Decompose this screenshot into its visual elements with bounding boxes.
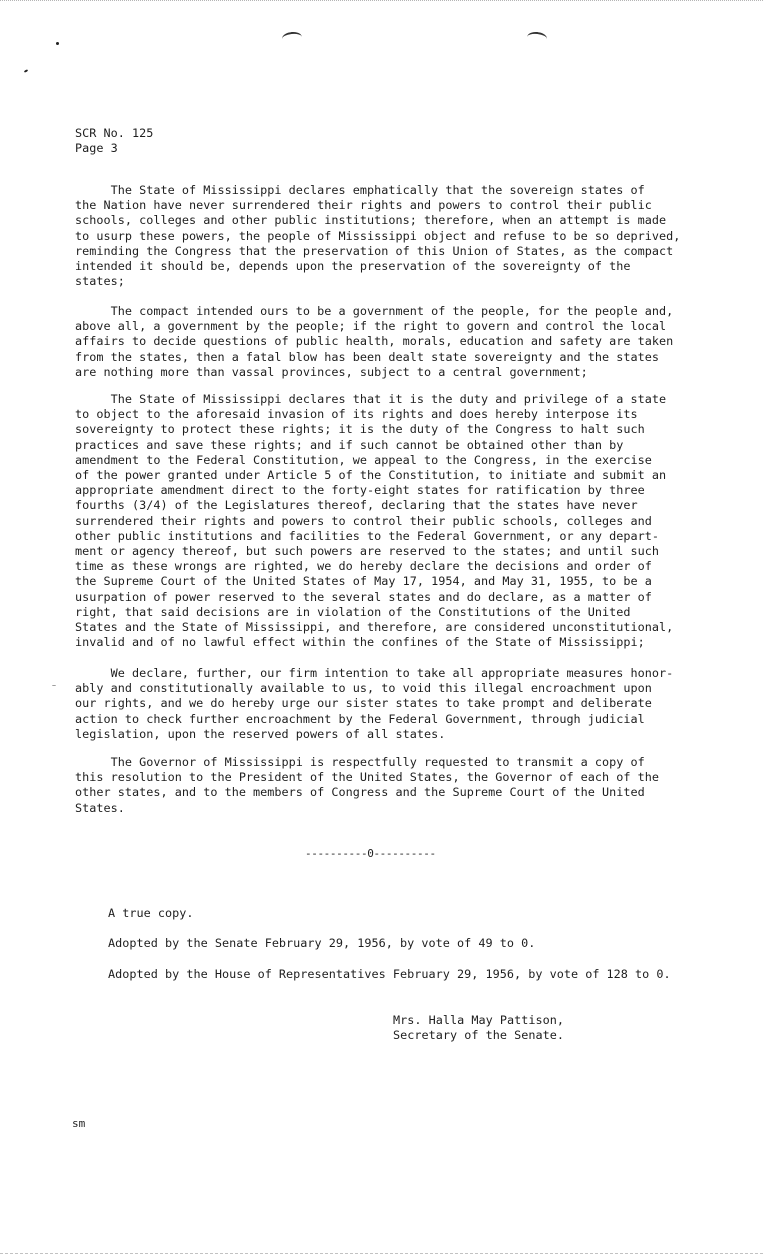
page-top-edge	[0, 0, 763, 3]
true-copy-statement: A true copy.	[108, 906, 194, 920]
house-adoption-line: Adopted by the House of Representatives February 29, 1956, by vote of 128 to 0.	[108, 967, 671, 981]
binder-hole-mark-left	[281, 31, 302, 45]
section-divider: ----------0----------	[305, 847, 436, 860]
paragraph-transmittal-request: The Governor of Mississippi is respectfully requested to transmit a copy of this resolution to the President of the United States, the Governor of each of the other states, and to the members of Congress and the Supreme Court of the United States.	[75, 755, 660, 815]
paragraph-interposition: The State of Mississippi declares that it is the duty and privilege of a state to object to the aforesaid invasion of its rights and does hereby interpose its sovereignty to protect these rights; it is the duty of the Congress to halt such practices and save these rights; and if such cannot be obtained other than by amendment to the Federal Constitution, we appeal to the Congress, in the exercise of the power granted under Article 5 of the Constitution, to initiate and submit an appropriate amendment direct to the forty-eight states for ratification by three fourths (3/4) of the Legislatures thereof, declaring that the states have never surrendered their rights and powers to control their public schools, colleges and other public institutions and facilities to the Federal Government, or any depart- ment or agency thereof, but such powers are reserved to the states; and until such time as these wrongs are righted, we do hereby declare the decisions and order of the Supreme Court of the United States of May 17, 1954, and May 31, 1955, to be a usurpation of power reserved to the several states and do declare, as a matter of right, that said decisions are in violation of the Constitutions of the United States and the State of Mississippi, and therefore, are considered unconstitutional, invalid and of no lawful effect within the confines of the State of Mississippi;	[75, 392, 674, 650]
paragraph-compact-intent: The compact intended ours to be a government of the people, for the people and, above all, a government by the people; if the right to govern and control the local affairs to decide questions of public health, morals, education and safety are taken from the states, then a fatal blow has been dealt state sovereignty and the states are nothing more than vassal provinces, subject to a central government;	[75, 304, 674, 379]
resolution-number: SCR No. 125	[75, 126, 154, 140]
paragraph-sovereignty-declaration: The State of Mississippi declares emphatically that the sovereign states of the Nation have never surrendered their rights and powers to control their public schools, colleges and other public institutions; therefore, when an attempt is made to usurp these powers, the people of Mississippi object and refuse to be so deprived, reminding the Congress that the preservation of this Union of States, as the compact intended it should be, depends upon the preservation of the sovereignty of the states;	[75, 183, 681, 289]
document-header	[75, 126, 153, 156]
typist-initials: sm	[72, 1117, 86, 1130]
binder-hole-mark-right	[526, 31, 547, 45]
page-bottom-edge	[0, 1253, 763, 1256]
paragraph-further-intention: We declare, further, our firm intention to take all appropriate measures honor- ably and constitutionally available to us, to void this illegal encroachment upon our rights, and we do hereby urge our sister states to take prompt and deliberate action to check further encroachment by the Federal Government, through judicial legislation, upon the reserved powers of all states.	[75, 666, 674, 741]
signatory-title: Secretary of the Senate.	[393, 1028, 564, 1043]
signature-block	[393, 1013, 564, 1043]
ink-speck	[24, 69, 28, 73]
signatory-name: Mrs. Halla May Pattison,	[393, 1013, 564, 1027]
page-number: Page 3	[75, 141, 118, 156]
senate-adoption-line: Adopted by the Senate February 29, 1956, by vote of 49 to 0.	[108, 936, 536, 950]
ink-speck	[52, 685, 56, 686]
ink-speck	[56, 42, 59, 45]
